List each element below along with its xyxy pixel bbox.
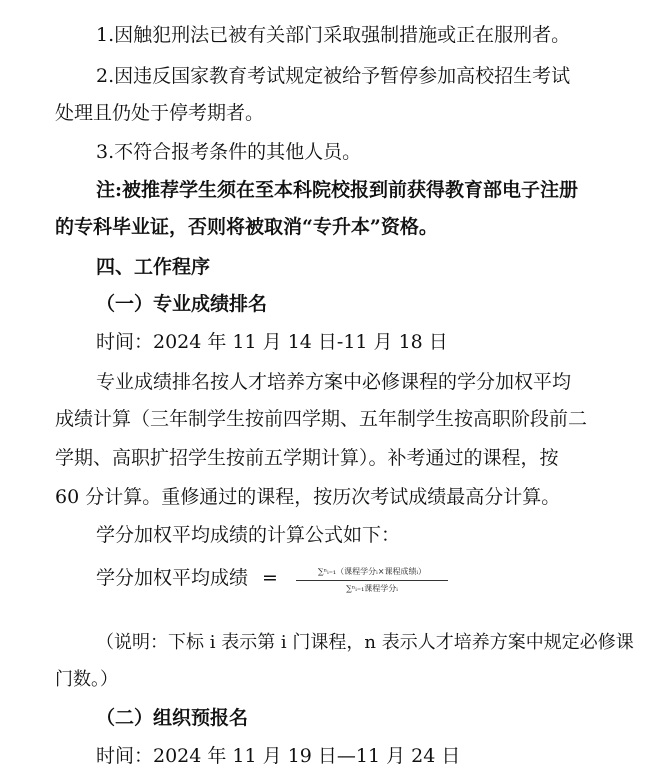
formula-fraction xyxy=(296,563,448,603)
item-2-line-1: 2.因违反国家教育考试规定被给予暂停参加高校招生考试 xyxy=(96,65,571,87)
fraction-bar xyxy=(296,580,448,581)
note-line-2: 的专科毕业证，否则将被取消“专升本”资格。 xyxy=(55,216,438,238)
section-heading-work-procedure: 四、工作程序 xyxy=(96,256,211,278)
formula-label: 学分加权平均成绩 xyxy=(96,567,249,589)
formula-intro: 学分加权平均成绩的计算公式如下： xyxy=(96,524,401,546)
formula-numerator: ∑ⁿᵢ₌₁（课程学分ᵢ×课程成绩ᵢ） xyxy=(317,567,427,576)
ranking-para-line-3: 学期、高职扩招学生按前五学期计算）。补考通过的课程，按 xyxy=(55,447,559,469)
time-ranking: 时间：2024 年 11 月 14 日-11 月 18 日 xyxy=(96,331,448,353)
subsection-heading-pre-registration: （二）组织预报名 xyxy=(96,707,249,729)
item-3: 3.不符合报考条件的其他人员。 xyxy=(96,141,362,163)
explanation-line-2: 门数。） xyxy=(55,669,118,690)
ranking-para-line-4: 60 分计算。重修通过的课程，按历次考试成绩最高分计算。 xyxy=(55,486,561,508)
item-2-line-2: 处理且仍处于停考期者。 xyxy=(55,102,265,124)
ranking-para-line-2: 成绩计算（三年制学生按前四学期、五年制学生按高职阶段前二 xyxy=(55,408,588,430)
time-pre-registration: 时间：2024 年 11 月 19 日—11 月 24 日 xyxy=(96,745,461,767)
ranking-para-line-1: 专业成绩排名按人才培养方案中必修课程的学分加权平均 xyxy=(96,371,572,393)
note-line-1: 注:被推荐学生须在至本科院校报到前获得教育部电子注册 xyxy=(96,179,579,201)
subsection-heading-ranking: （一）专业成绩排名 xyxy=(96,293,268,315)
formula-equals: = xyxy=(262,567,278,589)
explanation-line-1: （说明：下标 i 表示第 i 门课程，n 表示人才培养方案中规定必修课 xyxy=(96,632,634,653)
formula-denominator: ∑ⁿᵢ₌₁课程学分ᵢ xyxy=(346,584,398,593)
item-1: 1.因触犯刑法已被有关部门采取强制措施或正在服刑者。 xyxy=(96,24,571,46)
